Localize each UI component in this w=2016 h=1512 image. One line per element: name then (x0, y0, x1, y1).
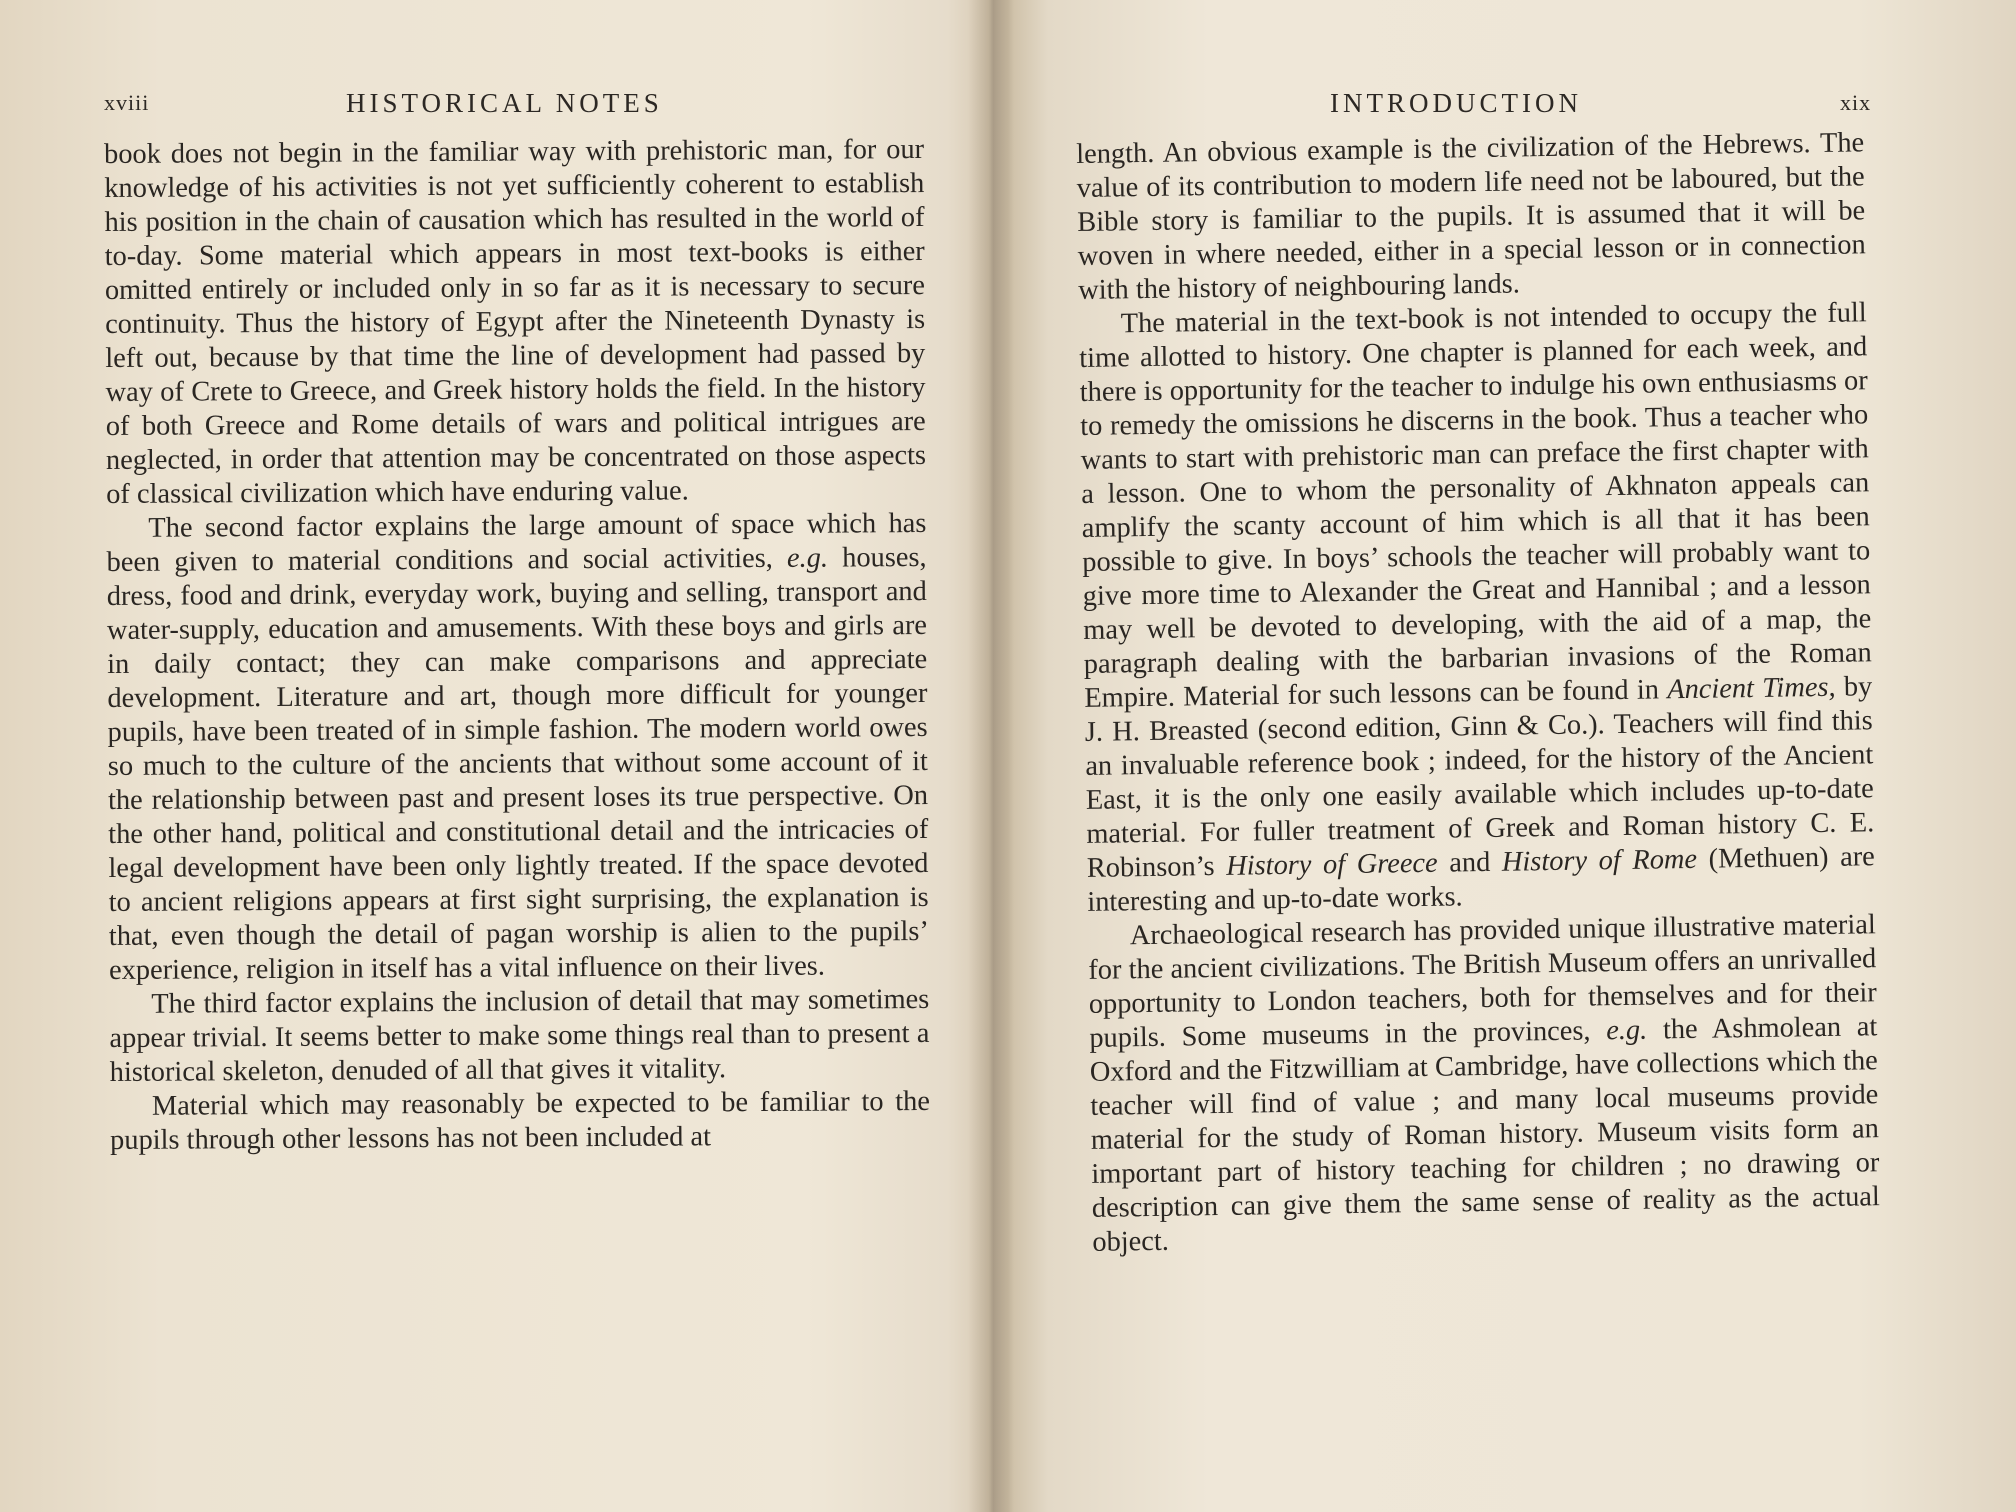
paragraph (1076, 126, 1866, 308)
text-run: and (1437, 846, 1503, 879)
right-page-body (1076, 126, 1881, 1260)
text-run: book does not begin in the familiar way with prehistoric man, for our knowledge of his activities is not yet sufficiently coherent to establish his position in the chain of causation which has resulted in the world of to-day. Some material which appears in most text-books is either omitted entirely or included only in so far as it is necessary to secure continuity. Thus the history of Egypt after the Nineteenth Dynasty is left out, because by that time the line of development had passed by way of Crete to Greece, and Greek history holds the field. In the history of both Greece and Rome details of wars and political intrigues are neglected, in order that attention may be concentrated on those aspects of classical civilization which have enduring value. (104, 133, 927, 510)
italic-text: History of Greece (1226, 847, 1438, 882)
italic-text: Ancient Times, (1667, 671, 1836, 706)
text-run: The third factor explains the inclusion of detail that may sometimes appear trivial. It seems better to make some things real than to present a historical skeleton, denuded of all that gives it vitality. (109, 983, 930, 1088)
page-number-left: xviii (104, 90, 150, 115)
text-run: The second factor explains the large amount of space which has been given to material conditions and social activities, (106, 507, 927, 578)
page-number-right: xix (1840, 90, 1872, 115)
left-page-body (104, 133, 930, 1158)
italic-text: e.g. (786, 542, 829, 574)
left-page (0, 0, 990, 1512)
text-run: (Methuen) are interesting and up-to-date works. (1087, 841, 1875, 918)
paragraph (110, 1085, 930, 1158)
text-run: houses, dress, food and drink, everyday work, buying and selling, transport and water-supply, education and amusements. With these boys and girls are in daily contact; they can make comparisons and appreciate development. Literature and art, though more difficult for younger pupils, have been treated of in simple fashion. The modern world owes so much to the culture of the ancients that without some account of it the relationship between past and present loses its true perspective. On the other hand, political and constitutional detail and the intricacies of legal development have been only lightly treated. If the space devoted to ancient religions appears at first sight surprising, the explanation is that, even though the detail of pagan worship is alien to the pupils’ experience, religion in itself has a vital influence on their lives. (106, 541, 929, 986)
paragraph (106, 507, 929, 988)
text-run: the Ashmolean at Oxford and the Fitzwilliam at Cambridge, have collections which the teacher will find of value ; and many local museums provide material for the study of Roman history. Museum visits form an important part of history teaching for children ; no drawing or description can give them the same sense of reality as the actual object. (1089, 1011, 1881, 1258)
text-run: The material in the text-book is not intended to occupy the full time allotted to history. One chapter is planned for each week, and there is opportunity for the teacher to indulge his own enthusiasms or to remedy the omissions he discerns in the book. Thus a teacher who wants to start with prehistoric man can preface the first chapter with a lesson. One to whom the personality of Akhnaton appeals can amplify the scanty account of him which is all that it has been possible to give. In boys’ schools the teacher will probably want to give more time to Alexander the Great and Hannibal ; and a lesson may well be devoted to developing, with the aid of a map, the paragraph dealing with the barbarian invasions of the Roman Empire. Material for such lessons can be found in (1079, 297, 1872, 714)
paragraph (1079, 296, 1876, 920)
paragraph (109, 983, 930, 1090)
running-head-left: HISTORICAL NOTES (346, 88, 663, 118)
italic-text: e.g. (1606, 1014, 1648, 1047)
text-run: Archaeological research has provided unique illustrative material for the ancient civilizations. The British Museum offers an unrivalled opportunity to London teachers, both for themselves and for their pupils. Some museums in the provinces, (1088, 909, 1877, 1054)
running-head-right: INTRODUCTION (1330, 88, 1582, 118)
text-run: length. An obvious example is the civilization of the Hebrews. The value of its contribution to modern life need not be laboured, but the Bible story is familiar to the pupils. It is assumed that it will be woven in where needed, either in a special lesson or in connection with the history of neighbouring lands. (1076, 127, 1866, 306)
italic-text: History of Rome (1501, 843, 1698, 878)
right-page (990, 0, 2016, 1512)
text-run: Material which may reasonably be expected to be familiar to the pupils through other lessons has not been included at (110, 1085, 930, 1156)
paragraph (1088, 908, 1881, 1260)
paragraph (104, 133, 926, 512)
text-run: by J. H. Breasted (second edition, Ginn & Co.). Teachers will find this an invaluable reference book ; indeed, for the history of the Ancient East, it is the only one easily available which includes up-to-date material. For fuller treatment of Greek and Roman history C. E. Robinson’s (1084, 671, 1875, 884)
